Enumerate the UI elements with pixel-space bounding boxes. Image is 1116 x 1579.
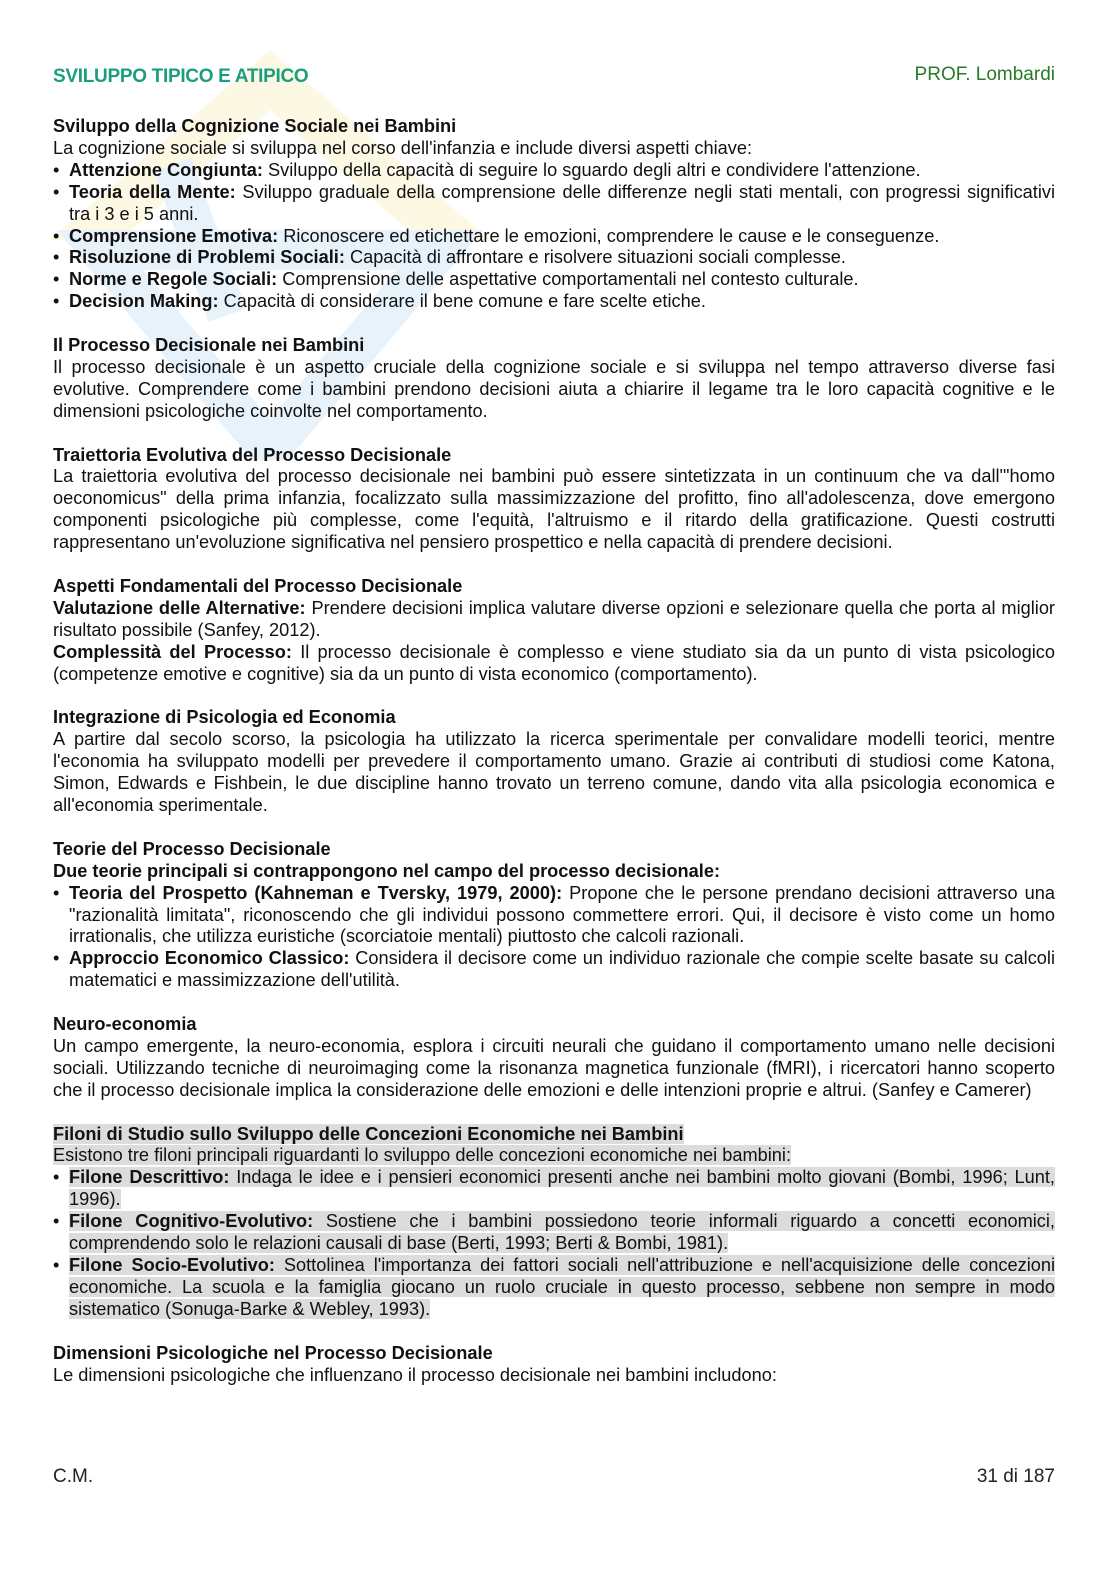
section-heading: Neuro-economia	[53, 1014, 197, 1035]
section-heading: Teorie del Processo Decisionale	[53, 838, 331, 859]
item-term: Teoria del Prospetto (Kahneman e Tversky, 1979, 2000):	[69, 882, 563, 903]
list-item	[53, 1167, 1055, 1211]
section-paragraph	[53, 598, 1055, 642]
item-text: Sviluppo della capacità di seguire lo sguardo degli altri e condividere l'attenzione.	[262, 159, 921, 180]
highlighted-text: Esistono tre filoni principali riguardanti lo sviluppo delle concezioni economiche nei bambini:	[53, 1145, 792, 1166]
section-teorie	[53, 839, 1055, 992]
section-cognizione-sociale	[53, 116, 1055, 313]
section-heading: Integrazione di Psicologia ed Economia	[53, 707, 396, 728]
section-heading: Dimensioni Psicologiche nel Processo Decisionale	[53, 1342, 493, 1363]
section-traiettoria	[53, 445, 1055, 555]
paragraph-text: Il processo decisionale è complesso e viene studiato sia da un punto di vista psicologico (competenze emotive e cognitive) sia da un punto di vista economico (comportamento).	[53, 641, 1055, 684]
section-heading: Aspetti Fondamentali del Processo Decisionale	[53, 575, 463, 596]
item-text: Sostiene che i bambini possiedono teorie informali riguardo a concetti economici, comprendendo solo le relazioni causali di base (Berti, 1993; Berti & Bombi, 1981).	[69, 1211, 1055, 1254]
section-filoni-highlighted	[53, 1124, 1055, 1321]
item-text: Sviluppo graduale della comprensione delle differenze negli stati mentali, con progressi significativi tra i 3 e i 5 anni.	[69, 181, 1056, 224]
item-term: Approccio Economico Classico:	[69, 948, 350, 969]
section-paragraph	[53, 642, 1055, 686]
item-term: Filone Cognitivo-Evolutivo:	[69, 1211, 314, 1232]
highlighted-text: Filoni di Studio sullo Sviluppo delle Concezioni Economiche nei Bambini	[53, 1123, 684, 1144]
item-term: Teoria della Mente:	[69, 181, 236, 202]
list-item	[53, 1255, 1055, 1321]
section-processo-decisionale	[53, 335, 1055, 423]
list-item	[53, 269, 1055, 291]
item-term: Attenzione Congiunta:	[69, 159, 263, 180]
section-body: A partire dal secolo scorso, la psicologia ha utilizzato la ricerca sperimentale per convalidare modelli teorici, mentre l'economia ha sviluppato modelli per prevedere il comportamento umano. Grazie ai contributi di studiosi come Katona, Simon, Edwards e Fishbein, le due discipline hanno trovato un terreno comune, dando vita alla psicologia economica e all'economia sperimentale.	[53, 729, 1055, 816]
bullet-list	[53, 883, 1055, 993]
list-item	[53, 226, 1055, 248]
item-term: Filone Descrittivo:	[69, 1167, 230, 1188]
list-item	[53, 291, 1055, 313]
page-header	[53, 64, 1055, 90]
section-heading: Sviluppo della Cognizione Sociale nei Bambini	[53, 116, 457, 136]
list-item	[53, 160, 1055, 182]
highlighted-text	[69, 1211, 1055, 1253]
author-label: PROF. Lombardi	[914, 64, 1055, 85]
item-text: Considera il decisore come un individuo razionale che compie scelte basate su calcoli matematici e massimizzazione dell'utilità.	[69, 948, 1055, 991]
document-title: SVILUPPO TIPICO E ATIPICO	[53, 66, 309, 87]
item-text: Indaga le idee e i pensieri economici presenti anche nei bambini molto giovani (Bombi, 1996; Lunt, 1996).	[69, 1167, 1055, 1210]
highlighted-text	[69, 1167, 1055, 1209]
section-intro: Le dimensioni psicologiche che influenzano il processo decisionale nei bambini includono:	[53, 1364, 777, 1385]
item-term: Filone Socio-Evolutivo:	[69, 1255, 275, 1276]
highlighted-text	[69, 1255, 1055, 1319]
list-item	[53, 1211, 1055, 1255]
section-integrazione	[53, 707, 1055, 817]
section-body: Il processo decisionale è un aspetto cruciale della cognizione sociale e si sviluppa nel tempo attraverso diverse fasi evolutive. Comprendere come i bambini prendono decisioni aiuta a chiarire il legame tra le loro capacità cognitive e le dimensioni psicologiche coinvolte nel comportamento.	[53, 356, 1055, 421]
section-heading	[53, 1124, 1055, 1146]
item-text: Capacità di affrontare e risolvere situazioni sociali complesse.	[344, 247, 846, 268]
item-term: Decision Making:	[69, 291, 219, 312]
section-neuro-economia	[53, 1014, 1055, 1102]
bullet-list	[53, 160, 1055, 313]
section-body: Un campo emergente, la neuro-economia, esplora i circuiti neurali che guidano il comportamento umano nelle decisioni sociali. Utilizzando tecniche di neuroimaging come la risonanza magnetica funzionale (fMRI), i ricercatori hanno scoperto che il processo decisionale implica la considerazione delle emozioni e delle intenzioni proprie e altrui. (Sanfey e Camerer)	[53, 1035, 1055, 1100]
section-body: La traiettoria evolutiva del processo decisionale nei bambini può essere sintetizzata in un continuum che va dall'"homo oeconomicus" della prima infanzia, focalizzato sulla massimizzazione del profitto, fino all'adolescenza, dove emergono componenti psicologiche più complesse, come l'equità, l'altruismo e il ritardo della gratificazione. Questi costrutti rappresentano un'evoluzione significativa nel pensiero prospettico e nella capacità di prendere decisioni.	[53, 466, 1055, 553]
section-heading: Il Processo Decisionale nei Bambini	[53, 335, 365, 356]
paragraph-term: Complessità del Processo:	[53, 641, 292, 662]
item-term: Norme e Regole Sociali:	[69, 269, 278, 290]
item-text: Propone che le persone prendano decisioni attraverso una "razionalità limitata", riconoscendo che gli individui possono commettere errori. Qui, il decisore è visto come un homo irrationalis, che utilizza euristiche (scorciatoie mentali) piuttosto che calcoli razionali.	[69, 882, 1055, 947]
item-text: Sottolinea l'importanza dei fattori sociali nell'attribuzione e nell'acquisizione delle concezioni economiche. La scuola e la famiglia giocano un ruolo cruciale in questo processo, sebbene non sempre in modo sistematico (Sonuga-Barke & Webley, 1993).	[69, 1255, 1056, 1319]
bullet-list	[53, 1167, 1055, 1320]
section-dimensioni	[53, 1343, 1055, 1387]
item-text: Riconoscere ed etichettare le emozioni, comprendere le cause e le conseguenze.	[278, 225, 940, 246]
subheading-text: Due teorie principali si contrappongono nel campo del processo decisionale:	[53, 860, 721, 881]
item-text: Capacità di considerare il bene comune e fare scelte etiche.	[218, 291, 706, 312]
item-term: Risoluzione di Problemi Sociali:	[69, 247, 345, 268]
section-subheading	[53, 861, 1055, 883]
item-text: Comprensione delle aspettative comportamentali nel contesto culturale.	[277, 269, 859, 290]
section-intro	[53, 1145, 1055, 1167]
item-term: Comprensione Emotiva:	[69, 225, 279, 246]
paragraph-text: Prendere decisioni implica valutare diverse opzioni e selezionare quella che porta al miglior risultato possibile (Sanfey, 2012).	[53, 597, 1055, 640]
list-item	[53, 883, 1055, 949]
section-heading: Traiettoria Evolutiva del Processo Decisionale	[53, 444, 452, 465]
section-intro: La cognizione sociale si sviluppa nel corso dell'infanzia e include diversi aspetti chiave:	[53, 137, 753, 158]
page-number: 31 di 187	[976, 1466, 1055, 1487]
paragraph-term: Valutazione delle Alternative:	[53, 597, 306, 618]
list-item	[53, 182, 1055, 226]
list-item	[53, 948, 1055, 992]
section-aspetti	[53, 576, 1055, 686]
list-item	[53, 247, 1055, 269]
document-body	[53, 116, 1055, 1408]
footer-initials: C.M.	[53, 1466, 94, 1487]
